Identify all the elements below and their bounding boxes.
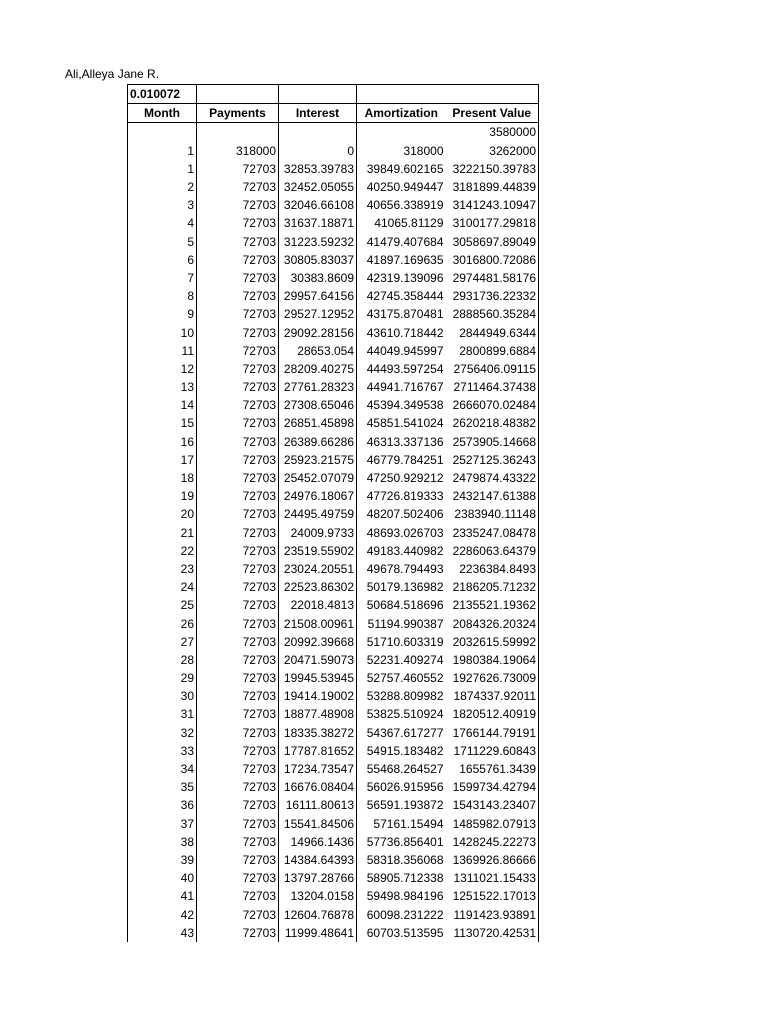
- table-row: [128, 778, 539, 796]
- cell-amortization[interactable]: 43175.870481: [366, 307, 444, 322]
- table-row: [128, 487, 539, 505]
- cell-payment[interactable]: 72703: [197, 851, 279, 869]
- cell-payment[interactable]: 72703: [197, 778, 279, 796]
- cell-interest[interactable]: 26389.66286: [279, 433, 357, 451]
- cell-present-value[interactable]: 2236384.8493: [446, 560, 539, 578]
- cell-interest[interactable]: 26851.45898: [279, 414, 357, 432]
- cell-month[interactable]: 10: [128, 323, 197, 341]
- table-row: [128, 905, 539, 923]
- table-row: [128, 196, 539, 214]
- table-row: [128, 287, 539, 305]
- cell-month[interactable]: 33: [128, 742, 197, 760]
- table-row: [128, 687, 539, 705]
- cell-interest[interactable]: 12604.76878: [279, 905, 357, 923]
- cell-month[interactable]: 40: [128, 869, 197, 887]
- cell-amortization[interactable]: 47726.819333: [366, 489, 444, 504]
- cell-month[interactable]: 41: [128, 887, 197, 905]
- table-row: [128, 924, 539, 942]
- cell-present-value[interactable]: 3058697.89049: [446, 233, 539, 251]
- cell-present-value[interactable]: 2432147.61388: [446, 487, 539, 505]
- cell-interest[interactable]: 11999.48641: [279, 924, 357, 942]
- header-row: [128, 104, 539, 123]
- cell-present-value[interactable]: 1711229.60843: [446, 742, 539, 760]
- cell-amortization[interactable]: 45394.349538: [366, 398, 444, 413]
- cell-present-value[interactable]: 1191423.93891: [446, 905, 539, 923]
- cell-interest[interactable]: 29092.28156: [279, 323, 357, 341]
- cell-present-value[interactable]: 2032615.59992: [446, 633, 539, 651]
- table-row: [128, 614, 539, 632]
- cell-payment[interactable]: 72703: [197, 687, 279, 705]
- cell-payment[interactable]: 72703: [197, 669, 279, 687]
- cell-amortization[interactable]: 40250.949447: [366, 180, 444, 195]
- cell-present-value[interactable]: 1980384.19064: [446, 651, 539, 669]
- cell-payment[interactable]: 72703: [197, 196, 279, 214]
- cell-amortization[interactable]: 318000: [403, 143, 444, 158]
- cell-amortization[interactable]: 40656.338919: [366, 198, 444, 213]
- cell-interest[interactable]: 14966.1436: [279, 833, 357, 851]
- cell-month[interactable]: 12: [128, 360, 197, 378]
- table-row: [128, 524, 539, 542]
- header-payments[interactable]: Payments: [197, 104, 279, 123]
- header-present-value[interactable]: Present Value: [446, 104, 539, 123]
- cell-amortization[interactable]: 53288.809982: [366, 689, 444, 704]
- cell-payment[interactable]: 72703: [197, 287, 279, 305]
- cell-interest[interactable]: 32046.66108: [279, 196, 357, 214]
- cell-month[interactable]: 31: [128, 705, 197, 723]
- cell-month[interactable]: 26: [128, 614, 197, 632]
- cell-month[interactable]: 11: [128, 342, 197, 360]
- cell-amortization[interactable]: 39849.602165: [366, 161, 444, 176]
- table-body: [128, 123, 539, 942]
- table-row: [128, 469, 539, 487]
- cell-month[interactable]: 19: [128, 487, 197, 505]
- table-row: [128, 578, 539, 596]
- interest-rate-cell[interactable]: 0.010072: [128, 85, 197, 104]
- cell-amortization[interactable]: 48693.026703: [366, 525, 444, 540]
- cell-payment[interactable]: 72703: [197, 542, 279, 560]
- cell-present-value[interactable]: 2711464.37438: [446, 378, 539, 396]
- cell-present-value[interactable]: 2527125.36243: [446, 451, 539, 469]
- table-row: [128, 542, 539, 560]
- cell-amortization[interactable]: 51710.603319: [366, 634, 444, 649]
- cell-interest[interactable]: 22018.4813: [279, 596, 357, 614]
- cell-month[interactable]: 39: [128, 851, 197, 869]
- cell-interest[interactable]: 17787.81652: [279, 742, 357, 760]
- cell-month[interactable]: 30: [128, 687, 197, 705]
- table-row: [128, 378, 539, 396]
- cell-amortization[interactable]: 56591.193872: [366, 798, 444, 813]
- cell-present-value[interactable]: 2800899.6884: [446, 342, 539, 360]
- cell-present-value[interactable]: 2335247.08478: [446, 524, 539, 542]
- cell-payment[interactable]: 318000: [197, 142, 279, 160]
- cell-present-value[interactable]: 1428245.22273: [446, 833, 539, 851]
- cell-interest[interactable]: 29527.12952: [279, 305, 357, 323]
- author-name: Ali,Alleya Jane R.: [65, 67, 160, 81]
- cell-month[interactable]: 23: [128, 560, 197, 578]
- cell-month[interactable]: 34: [128, 760, 197, 778]
- cell-present-value[interactable]: 2286063.64379: [446, 542, 539, 560]
- table-row: [128, 433, 539, 451]
- cell-interest[interactable]: 31637.18871: [279, 214, 357, 232]
- cell-payment[interactable]: 72703: [197, 905, 279, 923]
- cell-interest[interactable]: 21508.00961: [279, 614, 357, 632]
- cell-amortization[interactable]: 53825.510924: [366, 707, 444, 722]
- cell-payment[interactable]: 72703: [197, 742, 279, 760]
- table-row: [128, 396, 539, 414]
- table-row: [128, 887, 539, 905]
- cell-month[interactable]: 7: [128, 269, 197, 287]
- cell-amortization[interactable]: [357, 123, 446, 142]
- table-row: [128, 633, 539, 651]
- cell-amortization[interactable]: 54367.617277: [366, 725, 444, 740]
- table-row: [128, 178, 539, 196]
- cell-amortization[interactable]: 43610.718442: [366, 325, 444, 340]
- cell-payment[interactable]: 72703: [197, 815, 279, 833]
- table-row: [128, 851, 539, 869]
- cell-interest[interactable]: 23519.55902: [279, 542, 357, 560]
- cell-month[interactable]: 5: [128, 233, 197, 251]
- cell-amortization[interactable]: 49183.440982: [366, 543, 444, 558]
- cell-month[interactable]: 2: [128, 178, 197, 196]
- cell-month[interactable]: 14: [128, 396, 197, 414]
- cell-month[interactable]: 6: [128, 251, 197, 269]
- cell-interest[interactable]: 13204.0158: [279, 887, 357, 905]
- cell-present-value[interactable]: 2186205.71232: [446, 578, 539, 596]
- cell-amortization[interactable]: 52231.409274: [366, 652, 444, 667]
- cell-month[interactable]: 32: [128, 724, 197, 742]
- cell-month[interactable]: 43: [128, 924, 197, 942]
- cell-present-value[interactable]: 2974481.58176: [446, 269, 539, 287]
- cell-month[interactable]: 28: [128, 651, 197, 669]
- cell-amortization[interactable]: 41897.169635: [366, 252, 444, 267]
- cell-payment[interactable]: 72703: [197, 524, 279, 542]
- cell-amortization[interactable]: 46313.337136: [366, 434, 444, 449]
- cell-amortization[interactable]: 60098.231222: [366, 907, 444, 922]
- cell-month[interactable]: 16: [128, 433, 197, 451]
- cell-interest[interactable]: 30805.83037: [279, 251, 357, 269]
- cell-month[interactable]: 8: [128, 287, 197, 305]
- cell-present-value[interactable]: 2888560.35284: [446, 305, 539, 323]
- cell-payment[interactable]: 72703: [197, 724, 279, 742]
- cell-present-value[interactable]: 2383940.11148: [446, 505, 539, 523]
- cell-payment[interactable]: 72703: [197, 887, 279, 905]
- cell-amortization[interactable]: 55468.264527: [366, 762, 444, 777]
- cell-amortization[interactable]: 49678.794493: [366, 561, 444, 576]
- cell-present-value[interactable]: 3262000: [446, 142, 539, 160]
- cell-payment[interactable]: 72703: [197, 614, 279, 632]
- cell-interest[interactable]: 17234.73547: [279, 760, 357, 778]
- cell-payment[interactable]: 72703: [197, 414, 279, 432]
- cell-interest[interactable]: 0: [279, 142, 357, 160]
- table-row: [128, 760, 539, 778]
- cell-month[interactable]: 27: [128, 633, 197, 651]
- cell-amortization[interactable]: 56026.915956: [366, 780, 444, 795]
- cell-present-value[interactable]: 2666070.02484: [446, 396, 539, 414]
- cell-interest[interactable]: 18335.38272: [279, 724, 357, 742]
- cell-present-value[interactable]: 1820512.40919: [446, 705, 539, 723]
- table-row: [128, 724, 539, 742]
- cell-present-value[interactable]: 2756406.09115: [446, 360, 539, 378]
- initial-row: [128, 123, 539, 142]
- cell-payment[interactable]: 72703: [197, 869, 279, 887]
- cell-amortization[interactable]: 44049.945997: [366, 343, 444, 358]
- cell-payment[interactable]: 72703: [197, 433, 279, 451]
- cell-month[interactable]: 18: [128, 469, 197, 487]
- cell-interest[interactable]: [279, 123, 357, 142]
- cell-interest[interactable]: 32452.05055: [279, 178, 357, 196]
- empty-cell[interactable]: [279, 85, 357, 104]
- table-row: [128, 596, 539, 614]
- cell-interest[interactable]: 24009.9733: [279, 524, 357, 542]
- table-row: [128, 669, 539, 687]
- cell-amortization[interactable]: 41479.407684: [366, 234, 444, 249]
- cell-present-value[interactable]: 3181899.44839: [446, 178, 539, 196]
- cell-interest[interactable]: 13797.28766: [279, 869, 357, 887]
- cell-present-value[interactable]: 1485982.07913: [446, 815, 539, 833]
- table-row: [128, 251, 539, 269]
- cell-month[interactable]: 36: [128, 796, 197, 814]
- cell-month[interactable]: 1: [128, 142, 197, 160]
- table-row: [128, 142, 539, 160]
- cell-interest[interactable]: 28653.054: [279, 342, 357, 360]
- cell-interest[interactable]: 24495.49759: [279, 505, 357, 523]
- table-row: [128, 414, 539, 432]
- cell-payment[interactable]: 72703: [197, 342, 279, 360]
- cell-present-value[interactable]: 1251522.17013: [446, 887, 539, 905]
- cell-month[interactable]: 42: [128, 905, 197, 923]
- cell-month[interactable]: 13: [128, 378, 197, 396]
- rate-row: [128, 85, 539, 104]
- cell-payment[interactable]: 72703: [197, 160, 279, 178]
- cell-amortization[interactable]: 51194.990387: [367, 616, 444, 631]
- table-row: [128, 833, 539, 851]
- cell-interest[interactable]: 19414.19002: [279, 687, 357, 705]
- table-row: [128, 705, 539, 723]
- table-row: [128, 214, 539, 232]
- table-row: [128, 451, 539, 469]
- cell-amortization[interactable]: 44493.597254: [366, 361, 444, 376]
- cell-present-value[interactable]: 1874337.92011: [446, 687, 539, 705]
- cell-payment[interactable]: 72703: [197, 578, 279, 596]
- cell-payment[interactable]: 72703: [197, 451, 279, 469]
- cell-present-value[interactable]: 2084326.20324: [446, 614, 539, 632]
- cell-interest[interactable]: 23024.20551: [279, 560, 357, 578]
- cell-payment[interactable]: 72703: [197, 760, 279, 778]
- cell-month[interactable]: 25: [128, 596, 197, 614]
- cell-amortization[interactable]: 45851.541024: [366, 416, 444, 431]
- cell-month[interactable]: 35: [128, 778, 197, 796]
- cell-present-value[interactable]: 3222150.39783: [446, 160, 539, 178]
- cell-payment[interactable]: 72703: [197, 833, 279, 851]
- cell-interest[interactable]: 20471.59073: [279, 651, 357, 669]
- cell-interest[interactable]: 27761.28323: [279, 378, 357, 396]
- empty-cell[interactable]: [197, 85, 279, 104]
- cell-month[interactable]: 21: [128, 524, 197, 542]
- cell-amortization[interactable]: 50179.136982: [366, 580, 444, 595]
- table-row: [128, 796, 539, 814]
- cell-interest[interactable]: 16676.08404: [279, 778, 357, 796]
- cell-amortization[interactable]: 47250.929212: [366, 471, 444, 486]
- table-row: [128, 560, 539, 578]
- cell-payment[interactable]: 72703: [197, 633, 279, 651]
- cell-interest[interactable]: 25923.21575: [279, 451, 357, 469]
- table-row: [128, 342, 539, 360]
- cell-present-value[interactable]: 1599734.42794: [446, 778, 539, 796]
- cell-interest[interactable]: 22523.86302: [279, 578, 357, 596]
- cell-present-value[interactable]: 2931736.22332: [446, 287, 539, 305]
- cell-payment[interactable]: [197, 123, 279, 142]
- cell-month[interactable]: 4: [128, 214, 197, 232]
- table-row: [128, 160, 539, 178]
- cell-payment[interactable]: 72703: [197, 396, 279, 414]
- header-month[interactable]: Month: [128, 104, 197, 123]
- header-amortization[interactable]: Amortization: [357, 104, 446, 123]
- cell-amortization[interactable]: 59498.984196: [366, 889, 444, 904]
- cell-present-value[interactable]: 2844949.6344: [446, 323, 539, 341]
- cell-month[interactable]: 24: [128, 578, 197, 596]
- cell-amortization[interactable]: 48207.502406: [366, 507, 444, 522]
- table-row: [128, 869, 539, 887]
- cell-month[interactable]: 37: [128, 815, 197, 833]
- cell-present-value[interactable]: 1130720.42531: [446, 924, 539, 942]
- cell-present-value[interactable]: 3016800.72086: [446, 251, 539, 269]
- table-row: [128, 323, 539, 341]
- cell-payment[interactable]: 72703: [197, 796, 279, 814]
- cell-payment[interactable]: 72703: [197, 360, 279, 378]
- cell-amortization[interactable]: 44941.716767: [366, 380, 444, 395]
- table-row: [128, 815, 539, 833]
- cell-present-value[interactable]: 1543143.23407: [446, 796, 539, 814]
- cell-interest[interactable]: 27308.65046: [279, 396, 357, 414]
- cell-present-value[interactable]: 2479874.43322: [446, 469, 539, 487]
- cell-amortization[interactable]: 60703.513595: [366, 925, 444, 940]
- cell-interest[interactable]: 25452.07079: [279, 469, 357, 487]
- cell-month[interactable]: 9: [128, 305, 197, 323]
- cell-interest[interactable]: 16111.80613: [279, 796, 357, 814]
- table-row: [128, 233, 539, 251]
- cell-month[interactable]: 38: [128, 833, 197, 851]
- cell-interest[interactable]: 32853.39783: [279, 160, 357, 178]
- cell-payment[interactable]: 72703: [197, 305, 279, 323]
- cell-payment[interactable]: 72703: [197, 178, 279, 196]
- cell-payment[interactable]: 72703: [197, 269, 279, 287]
- cell-present-value[interactable]: 3100177.29818: [446, 214, 539, 232]
- cell-amortization[interactable]: 58318.356068: [366, 852, 444, 867]
- cell-payment[interactable]: 72703: [197, 924, 279, 942]
- table-row: [128, 305, 539, 323]
- cell-amortization[interactable]: 46779.784251: [366, 452, 444, 467]
- amortization-table: [127, 84, 539, 942]
- cell-month[interactable]: 3: [128, 196, 197, 214]
- cell-payment[interactable]: 72703: [197, 596, 279, 614]
- table-row: [128, 742, 539, 760]
- cell-amortization[interactable]: 57736.856401: [366, 834, 444, 849]
- cell-interest[interactable]: 20992.39668: [279, 633, 357, 651]
- cell-present-value[interactable]: 1766144.79191: [446, 724, 539, 742]
- cell-present-value[interactable]: 2573905.14668: [446, 433, 539, 451]
- cell-payment[interactable]: 72703: [197, 469, 279, 487]
- table-row: [128, 651, 539, 669]
- cell-payment[interactable]: 72703: [197, 214, 279, 232]
- cell-present-value[interactable]: 2135521.19362: [446, 596, 539, 614]
- cell-month[interactable]: 22: [128, 542, 197, 560]
- header-interest[interactable]: Interest: [279, 104, 357, 123]
- cell-interest[interactable]: 19945.53945: [279, 669, 357, 687]
- cell-present-value[interactable]: 3141243.10947: [446, 196, 539, 214]
- cell-month[interactable]: [128, 123, 197, 142]
- cell-amortization[interactable]: 42319.139096: [366, 270, 444, 285]
- cell-payment[interactable]: 72703: [197, 378, 279, 396]
- cell-month[interactable]: 20: [128, 505, 197, 523]
- cell-month[interactable]: 29: [128, 669, 197, 687]
- cell-amortization[interactable]: 54915.183482: [366, 743, 444, 758]
- cell-amortization[interactable]: 57161.15494: [373, 816, 444, 831]
- cell-interest[interactable]: 18877.48908: [279, 705, 357, 723]
- cell-payment[interactable]: 72703: [197, 487, 279, 505]
- table-row: [128, 269, 539, 287]
- empty-cell[interactable]: [357, 85, 539, 104]
- cell-interest[interactable]: 24976.18067: [279, 487, 357, 505]
- cell-interest[interactable]: 28209.40275: [279, 360, 357, 378]
- cell-amortization[interactable]: 42745.358444: [366, 289, 444, 304]
- cell-interest[interactable]: 31223.59232: [279, 233, 357, 251]
- cell-present-value[interactable]: 1369926.86666: [446, 851, 539, 869]
- cell-present-value[interactable]: 3580000: [446, 123, 539, 142]
- cell-payment[interactable]: 72703: [197, 505, 279, 523]
- table-row: [128, 505, 539, 523]
- cell-interest[interactable]: 14384.64393: [279, 851, 357, 869]
- cell-amortization[interactable]: 50684.518696: [366, 598, 444, 613]
- cell-payment[interactable]: 72703: [197, 323, 279, 341]
- cell-amortization[interactable]: 52757.460552: [366, 671, 444, 686]
- cell-interest[interactable]: 15541.84506: [279, 815, 357, 833]
- cell-present-value[interactable]: 1655761.3439: [446, 760, 539, 778]
- cell-amortization[interactable]: 41065.81129: [374, 216, 444, 231]
- table-row: [128, 360, 539, 378]
- cell-interest[interactable]: 30383.8609: [279, 269, 357, 287]
- cell-present-value[interactable]: 2620218.48382: [446, 414, 539, 432]
- cell-payment[interactable]: 72703: [197, 233, 279, 251]
- cell-payment[interactable]: 72703: [197, 705, 279, 723]
- cell-present-value[interactable]: 1927626.73009: [446, 669, 539, 687]
- cell-month[interactable]: 15: [128, 414, 197, 432]
- cell-interest[interactable]: 29957.64156: [279, 287, 357, 305]
- cell-month[interactable]: 1: [128, 160, 197, 178]
- cell-present-value[interactable]: 1311021.15433: [446, 869, 539, 887]
- cell-payment[interactable]: 72703: [197, 560, 279, 578]
- cell-payment[interactable]: 72703: [197, 251, 279, 269]
- cell-payment[interactable]: 72703: [197, 651, 279, 669]
- cell-amortization[interactable]: 58905.712338: [366, 871, 444, 886]
- cell-month[interactable]: 17: [128, 451, 197, 469]
